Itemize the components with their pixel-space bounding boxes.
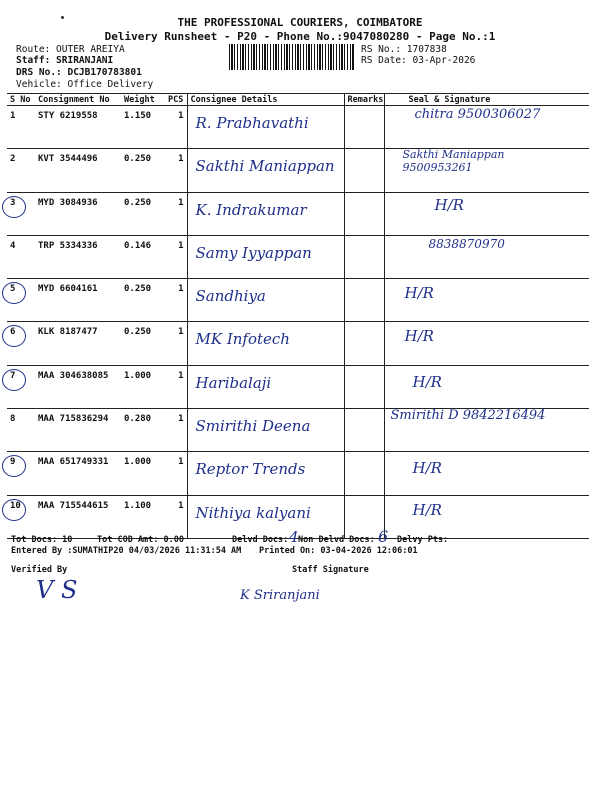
- non-delivered-value: 6: [378, 527, 389, 546]
- row-remarks: [344, 409, 384, 452]
- row-weight: 0.250: [121, 192, 165, 235]
- row-sno: [7, 409, 35, 452]
- circle-mark-icon: [2, 369, 26, 391]
- row-sno: [7, 235, 35, 278]
- row-sno-text: 1: [10, 111, 16, 121]
- row-signature: [384, 452, 589, 495]
- row-consignment-no: MAA 715836294: [35, 409, 121, 452]
- signature-handwriting: H/R: [434, 195, 464, 214]
- table-row: [7, 365, 589, 408]
- total-docs: Tot Docs: 10: [11, 535, 73, 545]
- barcode-icon: [229, 44, 355, 70]
- row-sno: [7, 365, 35, 408]
- col-consignment: Consignment No: [35, 94, 121, 106]
- staff-signature: K Sriranjani: [240, 588, 320, 603]
- row-weight: 0.250: [121, 279, 165, 322]
- table-header-row: [7, 94, 589, 106]
- circle-mark-icon: [2, 196, 26, 218]
- row-weight: 1.000: [121, 365, 165, 408]
- company-title: THE PROFESSIONAL COURIERS, COIMBATORE: [177, 16, 423, 29]
- table-row: [7, 322, 589, 365]
- signature-handwriting: 8838870970: [428, 236, 505, 251]
- row-sno: [7, 322, 35, 365]
- row-signature: [384, 409, 589, 452]
- row-consignment-no: KVT 3544496: [35, 149, 121, 192]
- delivery-points: Delvy Pts:: [397, 535, 449, 545]
- signature-handwriting: H/R: [412, 372, 442, 391]
- col-consignee: Consignee Details: [187, 94, 344, 106]
- row-pcs: 1: [165, 452, 187, 495]
- row-sno-text: 4: [10, 240, 16, 251]
- consignee-handwriting: K. Indrakumar: [195, 200, 307, 219]
- row-signature: [384, 106, 589, 149]
- row-consignment-no: KLK 8187477: [35, 322, 121, 365]
- consignee-handwriting: Sakthi Maniappan: [195, 157, 335, 176]
- total-cod: Tot COD Amt: 0.00: [97, 535, 184, 545]
- row-pcs: 1: [165, 106, 187, 149]
- col-signature: Seal & Signature: [384, 94, 589, 106]
- delivered-docs-label: Delvd Docs:: [232, 535, 289, 545]
- consignee-handwriting: Reptor Trends: [195, 460, 306, 479]
- row-consignment-no: MAA 715544615: [35, 495, 121, 538]
- runsheet-subtitle: Delivery Runsheet - P20 - Phone No.:9047080280 - Page No.:1: [104, 30, 496, 43]
- row-consignee: [187, 365, 344, 408]
- consignee-handwriting: Sandhiya: [195, 287, 266, 306]
- circle-mark-icon: [2, 282, 26, 304]
- row-sno-text: 10: [10, 500, 21, 511]
- row-pcs: 1: [165, 495, 187, 538]
- circle-mark-icon: [2, 325, 26, 347]
- row-pcs: 1: [165, 192, 187, 235]
- consignee-handwriting: Smirithi Deena: [195, 417, 311, 436]
- row-signature: [384, 495, 589, 538]
- row-weight: 0.146: [121, 235, 165, 278]
- row-weight: 0.250: [121, 322, 165, 365]
- row-weight: 1.100: [121, 495, 165, 538]
- drs-text: DRS No.: DCJB170783801: [16, 67, 142, 78]
- row-sno: [7, 192, 35, 235]
- row-sno-text: 2: [10, 154, 16, 165]
- row-sno: [7, 452, 35, 495]
- row-pcs: 1: [165, 365, 187, 408]
- signature-handwriting: Sakthi Maniappan 9500953261: [402, 148, 505, 174]
- col-pcs: PCS: [165, 94, 187, 106]
- row-signature: [384, 365, 589, 408]
- consignee-handwriting: MK Infotech: [195, 330, 290, 349]
- row-consignee: [187, 279, 344, 322]
- row-sno: [7, 149, 35, 192]
- consignee-handwriting: Haribalaji: [195, 373, 272, 392]
- row-remarks: [344, 322, 384, 365]
- signature-handwriting: H/R: [412, 500, 442, 519]
- vehicle-text: Vehicle: Office Delivery: [16, 79, 154, 90]
- signature-handwriting: H/R: [404, 327, 434, 346]
- row-sno-text: 6: [10, 327, 16, 338]
- signature-handwriting: chitra 9500306027: [414, 107, 541, 122]
- row-weight: 0.250: [121, 149, 165, 192]
- row-consignment-no: MYD 3084936: [35, 192, 121, 235]
- signature-handwriting: H/R: [412, 459, 442, 478]
- table-row: [7, 106, 589, 149]
- table-row: [7, 235, 589, 278]
- row-sno: [7, 279, 35, 322]
- route-text: Route: OUTER AREIYA: [16, 44, 125, 55]
- row-signature: [384, 235, 589, 278]
- circle-mark-icon: [2, 499, 26, 521]
- row-sno-text: 8: [10, 414, 16, 425]
- row-consignee: [187, 409, 344, 452]
- consignee-handwriting: R. Prabhavathi: [195, 114, 309, 132]
- row-consignee: [187, 452, 344, 495]
- col-weight: Weight: [121, 94, 165, 106]
- col-remarks: Remarks: [344, 94, 384, 106]
- row-consignment-no: MAA 651749331: [35, 452, 121, 495]
- row-pcs: 1: [165, 235, 187, 278]
- staff-signature-label: Staff Signature: [292, 565, 369, 575]
- row-sno: [7, 495, 35, 538]
- row-consignment-no: MAA 304638085: [35, 365, 121, 408]
- row-consignee: [187, 106, 344, 149]
- row-pcs: 1: [165, 149, 187, 192]
- row-pcs: 1: [165, 279, 187, 322]
- row-consignee: [187, 192, 344, 235]
- consignee-handwriting: Nithiya kalyani: [195, 503, 311, 522]
- delivered-docs-value: 4: [289, 528, 299, 546]
- rs-date: RS Date: 03-Apr-2026: [361, 55, 476, 66]
- row-sno-text: 9: [10, 457, 16, 468]
- row-signature: [384, 192, 589, 235]
- row-remarks: [344, 192, 384, 235]
- runsheet-table: [7, 93, 589, 539]
- row-signature: [384, 279, 589, 322]
- row-consignee: [187, 235, 344, 278]
- table-row: [7, 409, 589, 452]
- row-consignee: [187, 322, 344, 365]
- row-remarks: [344, 452, 384, 495]
- row-consignment-no: TRP 5334336: [35, 235, 121, 278]
- row-weight: 0.280: [121, 409, 165, 452]
- row-remarks: [344, 235, 384, 278]
- row-remarks: [344, 106, 384, 149]
- row-consignee: [187, 149, 344, 192]
- printed-on: Printed On: 03-04-2026 12:06:01: [259, 546, 418, 556]
- non-delivered-label: Non Delvd Docs:: [298, 535, 375, 545]
- row-weight: 1.000: [121, 452, 165, 495]
- row-consignment-no: MYD 6604161: [35, 279, 121, 322]
- row-sno-text: 5: [10, 284, 16, 295]
- row-consignee: [187, 495, 344, 538]
- table-row: [7, 279, 589, 322]
- rs-number: RS No.: 1707838: [361, 44, 447, 55]
- table-row: [7, 192, 589, 235]
- signature-handwriting: Smirithi D 9842216494: [390, 408, 546, 424]
- table-row: [7, 149, 589, 192]
- row-remarks: [344, 149, 384, 192]
- row-signature: [384, 149, 589, 192]
- row-remarks: [344, 279, 384, 322]
- circle-mark-icon: [2, 455, 26, 477]
- consignee-handwriting: Samy Iyyappan: [195, 243, 312, 262]
- row-sno-text: 7: [10, 370, 16, 381]
- row-sno: [7, 106, 35, 149]
- row-pcs: 1: [165, 322, 187, 365]
- row-sno-text: 3: [10, 197, 16, 208]
- row-pcs: 1: [165, 409, 187, 452]
- row-consignment-no: STY 6219558: [35, 106, 121, 149]
- row-signature: [384, 322, 589, 365]
- verified-by-label: Verified By: [11, 565, 68, 575]
- entered-by: Entered By :SUMATHIP20 04/03/2026 11:31:54 AM: [11, 546, 242, 556]
- verified-signature: V S: [36, 576, 78, 604]
- row-remarks: [344, 365, 384, 408]
- table-row: [7, 452, 589, 495]
- staff-text: Staff: SRIRANJANI: [16, 55, 114, 66]
- row-weight: 1.150: [121, 106, 165, 149]
- col-sno: S No: [7, 94, 35, 106]
- signature-handwriting: H/R: [404, 284, 434, 303]
